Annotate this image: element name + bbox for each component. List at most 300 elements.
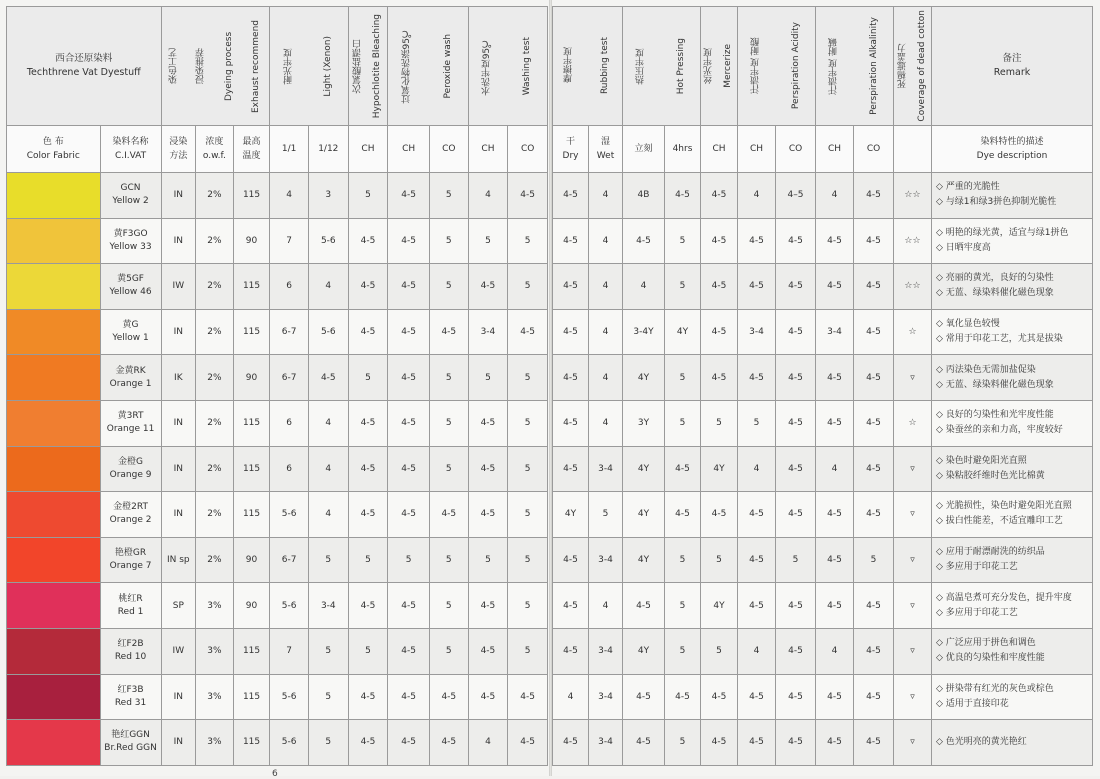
method-cell: IN — [161, 218, 196, 264]
table-row — [553, 537, 1093, 583]
method-cell: IN — [161, 446, 196, 492]
fabric-sample — [7, 264, 100, 309]
table-row — [7, 173, 548, 219]
alk_co-cell: 4-5 — [854, 720, 894, 766]
remark-cell: ◇ 染色时避免阳光直照 ◇ 染粘胶纤维时色光比棉黄 — [932, 446, 1093, 492]
wash_co-cell: 5 — [508, 400, 548, 446]
table-row — [553, 628, 1093, 674]
wash_ch-cell: 5 — [468, 355, 508, 401]
wash_ch-cell: 5 — [468, 218, 508, 264]
dead-cell: ☆ — [894, 309, 932, 355]
hot_now-cell: 4Y — [623, 537, 665, 583]
acid_co-cell: 4-5 — [776, 218, 816, 264]
hypo-cell: 5 — [348, 537, 388, 583]
merc-cell: 4-5 — [701, 264, 738, 310]
merc-cell: 4-5 — [701, 674, 738, 720]
dye-name-cell: 桃红R Red 1 — [100, 583, 161, 629]
concentration-header: 浓度 o.w.f. — [196, 126, 234, 173]
remark-cell: ◇ 丙法染色无需加盐促染 ◇ 无蓝、绿染料催化磁色现象 — [932, 355, 1093, 401]
method-cell: IW — [161, 264, 196, 310]
method-cell: IN — [161, 173, 196, 219]
l1-cell: 4 — [270, 173, 309, 219]
remark-cell: ◇ 高温皂煮可充分发色，提升牢度 ◇ 多应用于印花工艺 — [932, 583, 1093, 629]
acid_co-cell: 4-5 — [776, 492, 816, 538]
dye-name-cell: GCN Yellow 2 — [100, 173, 161, 219]
remark-cell: ◇ 氧化显色较慢 ◇ 常用于印花工艺，尤其是拔染 — [932, 309, 1093, 355]
hot_4h-cell: 4Y — [665, 309, 701, 355]
hot_4h-cell: 5 — [665, 720, 701, 766]
light-1-12-header: 1/12 — [308, 126, 348, 173]
per_co-cell: 5 — [429, 264, 468, 310]
method-header: 浸染 方法 — [161, 126, 196, 173]
wet-cell: 4 — [589, 173, 623, 219]
page-number: 6 — [272, 769, 278, 779]
remark-cell: ◇ 广泛应用于拼色和调色 ◇ 优良的匀染性和牢度性能 — [932, 628, 1093, 674]
temp-cell: 115 — [233, 264, 270, 310]
alk_ch-cell: 4-5 — [816, 355, 854, 401]
light-fastness-header: 耐光牢度 Light (Xenon) — [270, 7, 348, 126]
per_co-cell: 5 — [429, 173, 468, 219]
conc-cell: 2% — [196, 537, 234, 583]
alk_co-cell: 4-5 — [854, 628, 894, 674]
dry-cell: 4-5 — [553, 173, 589, 219]
table-row — [553, 400, 1093, 446]
per_co-cell: 5 — [429, 400, 468, 446]
wash_co-cell: 5 — [508, 537, 548, 583]
fabric-sample — [7, 355, 100, 400]
acid_co-cell: 4–5 — [776, 173, 816, 219]
fabric-sample — [7, 447, 100, 492]
hypo-cell: 4-5 — [348, 720, 388, 766]
l1-cell: 5-6 — [270, 583, 309, 629]
alk_co-cell: 4-5 — [854, 264, 894, 310]
acid_ch-cell: 4-5 — [738, 218, 776, 264]
hot_4h-cell: 5 — [665, 400, 701, 446]
wash_co-cell: 5 — [508, 583, 548, 629]
color-swatch — [7, 264, 101, 310]
acid_ch-cell: 5 — [738, 400, 776, 446]
dye-name-cell: 黄5GF Yellow 46 — [100, 264, 161, 310]
alk_ch-cell: 3-4 — [816, 309, 854, 355]
hot_now-cell: 4Y — [623, 628, 665, 674]
merc-cell: 4Y — [701, 446, 738, 492]
method-cell: IN — [161, 674, 196, 720]
merc-cell: 4-5 — [701, 720, 738, 766]
l2-cell: 3-4 — [308, 583, 348, 629]
conc-cell: 2% — [196, 400, 234, 446]
hypo-cell: 4-5 — [348, 492, 388, 538]
l2-cell: 4 — [308, 400, 348, 446]
fabric-sample — [7, 173, 100, 218]
method-cell: IN sp — [161, 537, 196, 583]
per_co-cell: 5 — [429, 628, 468, 674]
l1-cell: 6-7 — [270, 537, 309, 583]
acid_co-cell: 4-5 — [776, 309, 816, 355]
hypo-cell: 4-5 — [348, 264, 388, 310]
hypo-cell: 5 — [348, 628, 388, 674]
table-row — [553, 583, 1093, 629]
fabric-sample — [7, 492, 100, 537]
alk_co-cell: 4-5 — [854, 309, 894, 355]
wash_ch-cell: 5 — [468, 537, 508, 583]
per_ch-cell: 4-5 — [388, 446, 430, 492]
dead-cell: ☆☆ — [894, 218, 932, 264]
acid_co-cell: 4-5 — [776, 400, 816, 446]
per_co-cell: 4-5 — [429, 720, 468, 766]
table-row — [553, 173, 1093, 219]
temp-cell: 90 — [233, 218, 270, 264]
per_ch-cell: 4-5 — [388, 218, 430, 264]
wash_co-cell: 4-5 — [508, 720, 548, 766]
l2-cell: 5-6 — [308, 309, 348, 355]
per_co-cell: 4-5 — [429, 492, 468, 538]
merc-cell: 4-5 — [701, 218, 738, 264]
table-row — [553, 492, 1093, 538]
alk_ch-cell: 4-5 — [816, 583, 854, 629]
hypo-cell: 4-5 — [348, 218, 388, 264]
hot_4h-cell: 4-5 — [665, 674, 701, 720]
hypo-ch-header: CH — [348, 126, 388, 173]
method-cell: IN — [161, 400, 196, 446]
hot_now-cell: 4Y — [623, 355, 665, 401]
color-swatch — [7, 583, 101, 629]
dry-cell: 4 — [553, 674, 589, 720]
dead-cell: ☆☆ — [894, 173, 932, 219]
wash_co-cell: 4-5 — [508, 173, 548, 219]
l1-cell: 6 — [270, 400, 309, 446]
wet-cell: 3-4 — [589, 720, 623, 766]
temp-cell: 115 — [233, 720, 270, 766]
color-swatch — [7, 720, 101, 766]
wash_co-cell: 5 — [508, 264, 548, 310]
l2-cell: 5 — [308, 628, 348, 674]
alk_ch-cell: 4 — [816, 173, 854, 219]
dead-cotton-header: 死棉遮盖力 Coverage of dead cotton — [894, 7, 932, 126]
wet-cell: 3-4 — [589, 537, 623, 583]
l2-cell: 5 — [308, 720, 348, 766]
dye-name-header: 染料名称 C.I.VAT — [100, 126, 161, 173]
wash_ch-cell: 4-5 — [468, 583, 508, 629]
wet-cell: 3-4 — [589, 628, 623, 674]
acid_ch-cell: 4-5 — [738, 583, 776, 629]
wet-cell: 4 — [589, 583, 623, 629]
l1-cell: 6 — [270, 264, 309, 310]
remark-cell: ◇ 应用于耐漂耐洗的纺织品 ◇ 多应用于印花工艺 — [932, 537, 1093, 583]
per_co-cell: 4-5 — [429, 309, 468, 355]
l2-cell: 5 — [308, 537, 348, 583]
conc-cell: 2% — [196, 492, 234, 538]
hot_4h-cell: 5 — [665, 355, 701, 401]
temperature-header: 最高 温度 — [233, 126, 270, 173]
alk-ch-header: CH — [816, 126, 854, 173]
l2-cell: 3 — [308, 173, 348, 219]
table-row — [553, 674, 1093, 720]
temp-cell: 90 — [233, 355, 270, 401]
hot-pressing-header: 热压牢度 Hot Pressing — [623, 7, 701, 126]
fabric-sample — [7, 583, 100, 628]
wash-ch-header: CH — [468, 126, 508, 173]
conc-cell: 2% — [196, 355, 234, 401]
per_co-cell: 5 — [429, 446, 468, 492]
alk_ch-cell: 4-5 — [816, 537, 854, 583]
l2-cell: 5 — [308, 674, 348, 720]
right-page — [552, 0, 1100, 776]
table-row — [7, 583, 548, 629]
alk_co-cell: 5 — [854, 537, 894, 583]
dye-table-left — [6, 6, 548, 766]
fabric-sample — [7, 401, 100, 446]
conc-cell: 2% — [196, 173, 234, 219]
table-row — [553, 446, 1093, 492]
acid_ch-cell: 4-5 — [738, 674, 776, 720]
hot_now-cell: 4-5 — [623, 674, 665, 720]
per_ch-cell: 4-5 — [388, 400, 430, 446]
fabric-sample — [7, 538, 100, 583]
conc-cell: 3% — [196, 628, 234, 674]
color-swatch — [7, 400, 101, 446]
table-row — [553, 309, 1093, 355]
remark-subheader: 染料特性的描述 Dye description — [932, 126, 1093, 173]
hot_4h-cell: 4-5 — [665, 492, 701, 538]
dye-name-cell: 黄F3GO Yellow 33 — [100, 218, 161, 264]
table-row — [7, 628, 548, 674]
wash_ch-cell: 4-5 — [468, 628, 508, 674]
per_ch-cell: 4-5 — [388, 674, 430, 720]
conc-cell: 2% — [196, 218, 234, 264]
merc-cell: 4Y — [701, 583, 738, 629]
wash_co-cell: 4-5 — [508, 674, 548, 720]
table-row — [7, 446, 548, 492]
light-1-1-header: 1/1 — [270, 126, 309, 173]
dye-table-right — [552, 6, 1093, 766]
alk_co-cell: 4-5 — [854, 492, 894, 538]
wash_co-cell: 5 — [508, 446, 548, 492]
l1-cell: 6-7 — [270, 355, 309, 401]
merc-cell: 5 — [701, 628, 738, 674]
l2-cell: 4 — [308, 264, 348, 310]
acid_ch-cell: 4-5 — [738, 355, 776, 401]
dye-name-cell: 金橙2RT Orange 2 — [100, 492, 161, 538]
hot_now-cell: 4-5 — [623, 583, 665, 629]
per_ch-cell: 4-5 — [388, 264, 430, 310]
hypo-cell: 4-5 — [348, 583, 388, 629]
wash_ch-cell: 3-4 — [468, 309, 508, 355]
wet-cell: 4 — [589, 218, 623, 264]
hypo-cell: 4-5 — [348, 400, 388, 446]
dry-cell: 4-5 — [553, 264, 589, 310]
l1-cell: 7 — [270, 218, 309, 264]
mercerize-header: 丝光牢度 Mercerize — [701, 7, 738, 126]
conc-cell: 2% — [196, 446, 234, 492]
wet-cell: 3-4 — [589, 446, 623, 492]
hot_now-cell: 3Y — [623, 400, 665, 446]
table-row — [7, 309, 548, 355]
temp-cell: 115 — [233, 309, 270, 355]
acid_co-cell: 4-5 — [776, 720, 816, 766]
table-row — [7, 720, 548, 766]
method-cell: SP — [161, 583, 196, 629]
remark-cell: ◇ 良好的匀染性和光牢度性能 ◇ 染蚕丝的亲和力高，牢度较好 — [932, 400, 1093, 446]
dye-name-cell: 红F3B Red 31 — [100, 674, 161, 720]
color-swatch — [7, 674, 101, 720]
remark-cell: ◇ 亮丽的黄光，良好的匀染性 ◇ 无蓝、绿染料催化磁色现象 — [932, 264, 1093, 310]
remark-cell: ◇ 色光明亮的黄光艳红 — [932, 720, 1093, 766]
hot_4h-cell: 5 — [665, 218, 701, 264]
acid_co-cell: 4-5 — [776, 674, 816, 720]
acid_co-cell: 4-5 — [776, 355, 816, 401]
alk_co-cell: 4-5 — [854, 583, 894, 629]
alk_co-cell: 4-5 — [854, 218, 894, 264]
merc-cell: 5 — [701, 400, 738, 446]
color-swatch — [7, 446, 101, 492]
acid_ch-cell: 4-5 — [738, 492, 776, 538]
alk_ch-cell: 4-5 — [816, 674, 854, 720]
rubbing-header: 摩擦牢度 Rubbing test — [553, 7, 623, 126]
remark-header: 备注 Remark — [932, 7, 1093, 126]
l1-cell: 5-6 — [270, 674, 309, 720]
remark-cell: ◇ 拼染带有红光的灰色或棕色 ◇ 适用于直接印花 — [932, 674, 1093, 720]
hot_now-cell: 4-5 — [623, 218, 665, 264]
color-fabric-header: 色 布 Color Fabric — [7, 126, 101, 173]
table-row — [7, 537, 548, 583]
merc-cell: 4-5 — [701, 173, 738, 219]
color-swatch — [7, 218, 101, 264]
dry-cell: 4-5 — [553, 628, 589, 674]
acid_ch-cell: 4-5 — [738, 720, 776, 766]
temp-cell: 115 — [233, 674, 270, 720]
dry-cell: 4-5 — [553, 355, 589, 401]
dead-cell: ☆ — [894, 400, 932, 446]
method-cell: IW — [161, 628, 196, 674]
dead-cotton-subheader — [894, 126, 932, 173]
dry-cell: 4Y — [553, 492, 589, 538]
dry-cell: 4-5 — [553, 400, 589, 446]
method-cell: IN — [161, 309, 196, 355]
hot_now-cell: 4 — [623, 264, 665, 310]
peroxide-ch-header: CH — [388, 126, 430, 173]
hypo-cell: 4-5 — [348, 446, 388, 492]
l1-cell: 6 — [270, 446, 309, 492]
table-row — [7, 218, 548, 264]
acid_co-cell: 4-5 — [776, 628, 816, 674]
l1-cell: 6-7 — [270, 309, 309, 355]
remark-cell: ◇ 光脆损性，染色时避免阳光直照 ◇ 拔白性能差，不适宜雕印工艺 — [932, 492, 1093, 538]
color-swatch — [7, 537, 101, 583]
fabric-sample — [7, 720, 100, 765]
merc-cell: 5 — [701, 537, 738, 583]
hot-4hrs-header: 4hrs — [665, 126, 701, 173]
acid_co-cell: 4-5 — [776, 446, 816, 492]
temp-cell: 115 — [233, 400, 270, 446]
temp-cell: 90 — [233, 583, 270, 629]
per_ch-cell: 4-5 — [388, 309, 430, 355]
table-row — [553, 720, 1093, 766]
wash_co-cell: 5 — [508, 355, 548, 401]
acid_ch-cell: 4 — [738, 446, 776, 492]
remark-cell: ◇ 明艳的绿光黄，适宜与绿1拼色 ◇ 日晒牢度高 — [932, 218, 1093, 264]
merc-cell: 4-5 — [701, 355, 738, 401]
acid_ch-cell: 3-4 — [738, 309, 776, 355]
per_co-cell: 5 — [429, 537, 468, 583]
per_ch-cell: 5 — [388, 537, 430, 583]
per_ch-cell: 4-5 — [388, 355, 430, 401]
acid_ch-cell: 4-5 — [738, 537, 776, 583]
dye-name-cell: 金橙G Orange 9 — [100, 446, 161, 492]
per_ch-cell: 4-5 — [388, 173, 430, 219]
l2-cell: 4 — [308, 492, 348, 538]
hot_now-cell: 4-5 — [623, 720, 665, 766]
alk_ch-cell: 4-5 — [816, 400, 854, 446]
per_co-cell: 4-5 — [429, 674, 468, 720]
wash_ch-cell: 4-5 — [468, 492, 508, 538]
wet-cell: 4 — [589, 355, 623, 401]
alk_co-cell: 4-5 — [854, 674, 894, 720]
dead-cell: ▿ — [894, 355, 932, 401]
wash_ch-cell: 4-5 — [468, 446, 508, 492]
hot-immediate-header: 立刻 — [623, 126, 665, 173]
per_ch-cell: 4-5 — [388, 583, 430, 629]
wash_ch-cell: 4 — [468, 173, 508, 219]
dead-cell: ▿ — [894, 720, 932, 766]
alk_ch-cell: 4 — [816, 446, 854, 492]
hot_4h-cell: 5 — [665, 583, 701, 629]
hypo-cell: 4-5 — [348, 674, 388, 720]
dead-cell: ☆☆ — [894, 264, 932, 310]
acid_co-cell: 5 — [776, 537, 816, 583]
washing-header: 水洗牢度95℃ Washing test — [468, 7, 547, 126]
acid_ch-cell: 4 — [738, 628, 776, 674]
wash_co-cell: 5 — [508, 218, 548, 264]
alk_co-cell: 4-5 — [854, 173, 894, 219]
left-page — [0, 0, 549, 776]
table-row — [553, 218, 1093, 264]
conc-cell: 3% — [196, 720, 234, 766]
conc-cell: 2% — [196, 264, 234, 310]
dye-name-cell: 红F2B Red 10 — [100, 628, 161, 674]
dye-name-cell: 黄3RT Orange 11 — [100, 400, 161, 446]
per_ch-cell: 4-5 — [388, 628, 430, 674]
hot_4h-cell: 4-5 — [665, 173, 701, 219]
l1-cell: 7 — [270, 628, 309, 674]
dry-cell: 4-5 — [553, 583, 589, 629]
hot_now-cell: 4B — [623, 173, 665, 219]
alk_co-cell: 4-5 — [854, 400, 894, 446]
merc-cell: 4-5 — [701, 309, 738, 355]
dyeing-process-header: 染色工艺 浸染推荐 Dyeing process Exhaust recommend — [161, 7, 270, 126]
fabric-sample — [7, 675, 100, 720]
dead-cell: ▿ — [894, 492, 932, 538]
table-row — [553, 264, 1093, 310]
hypo-cell: 5 — [348, 355, 388, 401]
l1-cell: 5-6 — [270, 492, 309, 538]
wash_co-cell: 4-5 — [508, 309, 548, 355]
l1-cell: 5-6 — [270, 720, 309, 766]
rub-dry-header: 干 Dry — [553, 126, 589, 173]
table-row — [7, 492, 548, 538]
wet-cell: 5 — [589, 492, 623, 538]
acid_ch-cell: 4-5 — [738, 264, 776, 310]
dry-cell: 4-5 — [553, 309, 589, 355]
acid_co-cell: 4-5 — [776, 583, 816, 629]
merc-cell: 4-5 — [701, 492, 738, 538]
hypo-cell: 4-5 — [348, 309, 388, 355]
dye-name-cell: 金黄RK Orange 1 — [100, 355, 161, 401]
color-swatch — [7, 309, 101, 355]
dead-cell: ▿ — [894, 674, 932, 720]
remark-cell: ◇ 严重的光脆性 ◇ 与绿1和绿3拼色抑制光脆性 — [932, 173, 1093, 219]
group-header: 西合还原染料 Techthrene Vat Dyestuff — [7, 7, 162, 126]
per_ch-cell: 4-5 — [388, 720, 430, 766]
